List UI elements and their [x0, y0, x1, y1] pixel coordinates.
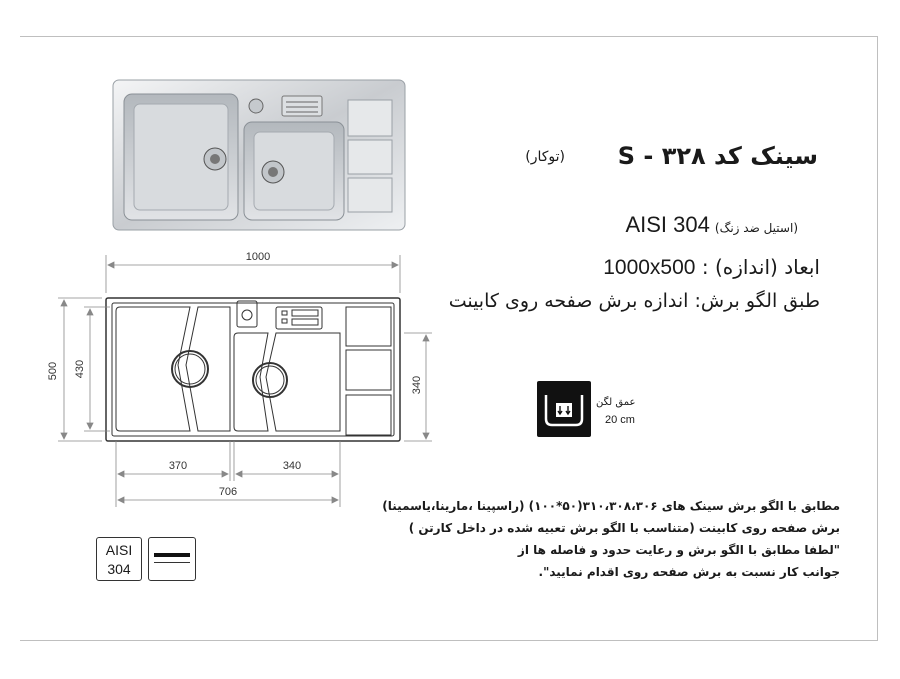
- dim-overall-width: 1000: [245, 251, 271, 263]
- aisi-badge: [96, 537, 142, 581]
- sink-technical-drawing: [40, 245, 460, 520]
- note-line-1: مطابق با الگو برش سینک های ۳۱۰،۳۰۸،۳۰۶(۵۰*۱۰۰) (راسپینا ،مارینا،یاسمینا): [382, 499, 840, 513]
- aisi-badge-line1: AISI: [105, 542, 133, 558]
- note-line-4: جوانب کار نسبت به برش صفحه روی اقدام نمایید".: [538, 565, 840, 579]
- cutting-notes: [320, 495, 840, 583]
- thickness-icon: [148, 537, 196, 581]
- material-grade: AISI 304: [625, 212, 710, 237]
- dim-inner-height: 430: [74, 359, 86, 379]
- dimensions-value: 1000x500: [603, 256, 696, 279]
- dimensions-label: : ابعاد (اندازه): [695, 255, 820, 279]
- frame-right-line: [877, 36, 878, 640]
- material-row: [625, 212, 818, 238]
- cut-template-line: طبق الگو برش: اندازه برش صفحه روی کابینت: [448, 290, 820, 312]
- bowl-depth-value: 20 cm: [605, 414, 635, 426]
- dim-small-bowl-height: 340: [411, 375, 423, 395]
- dim-left-bowl-width: 370: [168, 460, 188, 472]
- product-subtitle: (توکار): [525, 149, 565, 165]
- aisi-badge-line2: 304: [107, 561, 131, 577]
- product-title: سینک کد S - ۳۲۸: [617, 142, 818, 170]
- note-line-3: "لطفا مطابق با الگو برش و رعایت حدود و فاصله ها از: [517, 543, 840, 557]
- bowl-depth-label: عمق لگن: [596, 397, 636, 408]
- bowl-depth-icon: [537, 381, 591, 437]
- dimensions-line: [603, 255, 820, 280]
- frame-bottom-line: [20, 640, 878, 641]
- frame-top-line: [20, 36, 878, 37]
- material-note: (استیل ضد زنگ): [714, 221, 798, 235]
- dim-bowls-total-width: 706: [218, 486, 238, 498]
- dim-right-bowl-width: 340: [282, 460, 302, 472]
- note-line-2: برش صفحه روی کابینت (متناسب با الگو برش تعبیه شده در داخل کارتن ): [408, 521, 840, 535]
- sink-photo: [110, 74, 410, 242]
- dim-overall-height: 500: [47, 361, 59, 381]
